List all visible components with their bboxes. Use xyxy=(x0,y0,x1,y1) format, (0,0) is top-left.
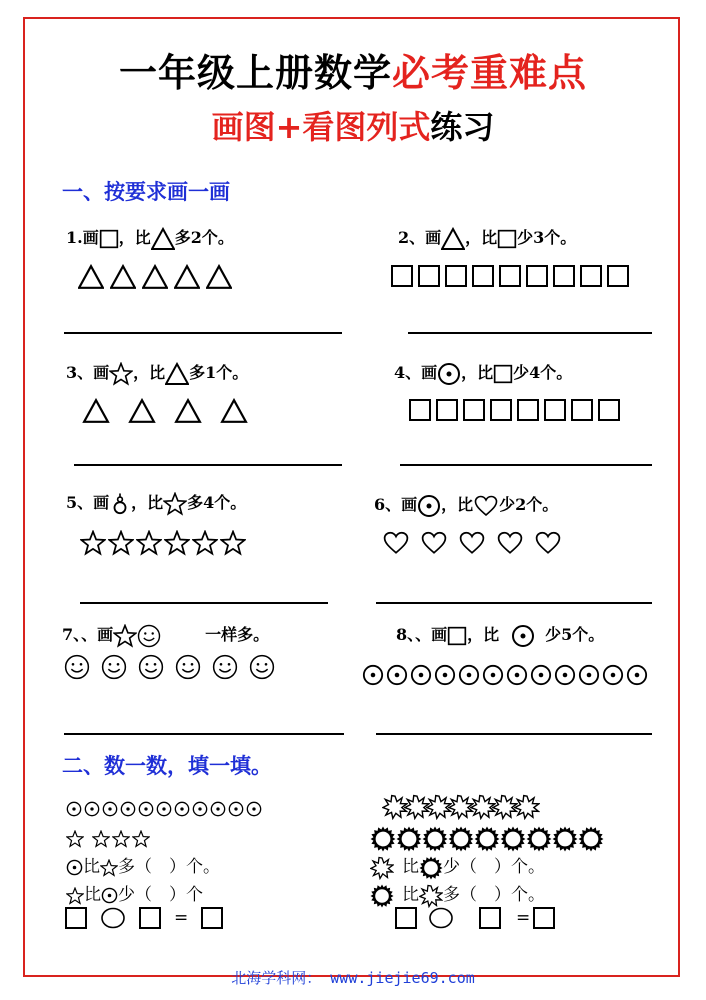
question-6 xyxy=(374,492,558,518)
heart-icon xyxy=(420,530,448,556)
answer-line-2[interactable] xyxy=(408,332,652,334)
question-4-num: 4、画 xyxy=(394,363,438,382)
question-1-mid: ，比 xyxy=(118,228,151,247)
question-6-shapes xyxy=(382,530,568,556)
question-6-mid: ，比 xyxy=(441,495,474,514)
square-icon xyxy=(497,229,517,249)
page-subtitle xyxy=(0,102,706,148)
square-icon xyxy=(597,398,621,422)
square-icon xyxy=(543,398,567,422)
burst-icon xyxy=(514,794,540,820)
square-icon xyxy=(408,398,432,422)
square-icon xyxy=(417,264,441,288)
footer-url[interactable]: 北海学科网： www.jiejie69.com xyxy=(231,969,475,987)
subtitle-black: 练习 xyxy=(430,108,495,146)
sun-icon xyxy=(500,826,526,852)
answer-line-7[interactable] xyxy=(64,733,344,735)
square-icon xyxy=(462,398,486,422)
left-fill-line-3-a: 比 xyxy=(83,857,100,877)
subtitle-red: 画图+看图列式 xyxy=(211,108,431,146)
star-icon xyxy=(220,530,246,556)
star-icon xyxy=(109,362,133,386)
triangle-icon xyxy=(110,264,136,290)
gourd-icon xyxy=(109,491,131,517)
burst-icon xyxy=(419,884,443,908)
question-4-tail: 少4个。 xyxy=(513,363,573,382)
star-icon xyxy=(108,530,134,556)
star-icon xyxy=(100,859,118,877)
question-4-mid: ，比 xyxy=(461,363,494,382)
square-icon xyxy=(525,264,549,288)
right-fill-line-4 xyxy=(370,880,545,908)
left-equation-row[interactable] xyxy=(64,906,230,930)
star-icon xyxy=(66,830,84,848)
sun-icon xyxy=(419,856,443,880)
square-icon xyxy=(552,264,576,288)
question-4 xyxy=(394,360,572,386)
question-2-shapes xyxy=(390,264,633,288)
triangle-icon xyxy=(220,398,248,424)
dotted-circle-icon xyxy=(554,664,576,686)
answer-box[interactable] xyxy=(532,906,556,930)
square-icon xyxy=(447,626,467,646)
oval-box[interactable] xyxy=(100,906,126,930)
square-icon xyxy=(570,398,594,422)
sun-icon xyxy=(422,826,448,852)
square-icon xyxy=(493,364,513,384)
question-2-tail: 少3个。 xyxy=(517,228,577,247)
right-fill-line-3 xyxy=(370,852,545,880)
section-2-heading: 二、数一数，填一填。 xyxy=(62,753,272,778)
right-fill-line-4-a: 比 xyxy=(402,885,419,905)
question-4-shapes xyxy=(408,398,627,422)
square-box[interactable] xyxy=(394,906,418,930)
right-fill-line-3-a: 比 xyxy=(402,857,419,877)
dotted-circle-icon xyxy=(84,801,100,817)
question-3-num: 3、画 xyxy=(66,363,110,382)
triangle-icon xyxy=(142,264,168,290)
question-2-num: 2、画 xyxy=(398,228,442,247)
question-8-tail: 少5个。 xyxy=(545,625,605,644)
question-1-num: 1.画 xyxy=(66,228,99,247)
star-icon xyxy=(163,492,187,516)
star-icon xyxy=(164,530,190,556)
dotted-circle-icon xyxy=(506,664,528,686)
title-red: 必考重难点 xyxy=(392,51,588,95)
question-3-shapes xyxy=(82,398,254,424)
star-icon xyxy=(136,530,162,556)
dotted-circle-icon xyxy=(458,664,480,686)
smiley-icon xyxy=(64,654,90,680)
square-icon xyxy=(99,229,119,249)
right-bursts-row xyxy=(382,794,546,820)
left-dotted-circles-row xyxy=(66,798,268,817)
star-icon xyxy=(80,530,106,556)
sun-icon xyxy=(396,826,422,852)
dotted-circle-icon xyxy=(156,801,172,817)
dotted-circle-icon xyxy=(228,801,244,817)
title-black: 一年级上册数学 xyxy=(118,51,392,95)
answer-line-6[interactable] xyxy=(376,602,652,604)
dotted-circle-icon xyxy=(417,494,441,518)
sun-icon xyxy=(474,826,500,852)
sun-icon xyxy=(370,826,396,852)
triangle-icon xyxy=(151,227,175,251)
triangle-icon xyxy=(165,362,189,386)
triangle-icon xyxy=(78,264,104,290)
right-suns-row xyxy=(370,826,610,852)
square-icon xyxy=(579,264,603,288)
dotted-circle-icon xyxy=(101,887,118,904)
star-icon xyxy=(113,624,137,648)
answer-line-3[interactable] xyxy=(74,464,342,466)
square-box[interactable] xyxy=(478,906,502,930)
dotted-circle-icon xyxy=(434,664,456,686)
question-3-tail: 多1个。 xyxy=(189,363,249,382)
star-icon xyxy=(192,530,218,556)
question-8-mid: ，比 xyxy=(467,625,500,644)
oval-box[interactable] xyxy=(428,906,454,930)
sun-icon xyxy=(526,826,552,852)
question-5-tail: 多4个。 xyxy=(187,493,247,512)
dotted-circle-icon xyxy=(246,801,262,817)
smiley-icon xyxy=(137,624,161,648)
question-7-shapes xyxy=(64,654,281,680)
question-7 xyxy=(62,622,269,648)
section-1-heading: 一、按要求画一画 xyxy=(62,179,230,204)
smiley-icon xyxy=(101,654,127,680)
heart-icon xyxy=(382,530,410,556)
dotted-circle-icon xyxy=(102,801,118,817)
left-fill-line-4-a: 比 xyxy=(84,885,101,905)
triangle-icon xyxy=(206,264,232,290)
left-fill-line-3 xyxy=(66,852,220,877)
square-box[interactable] xyxy=(64,906,88,930)
question-2-mid: ，比 xyxy=(465,228,498,247)
question-7-tail: 一样多。 xyxy=(205,625,270,644)
square-icon xyxy=(435,398,459,422)
star-icon xyxy=(112,830,130,848)
triangle-icon xyxy=(128,398,156,424)
right-fill-line-4-b: 多（ ）个。 xyxy=(443,885,545,905)
answer-line-5[interactable] xyxy=(80,602,328,604)
heart-icon xyxy=(458,530,486,556)
square-icon xyxy=(606,264,630,288)
sun-icon xyxy=(552,826,578,852)
heart-icon xyxy=(534,530,562,556)
triangle-icon xyxy=(82,398,110,424)
question-6-tail: 少2个。 xyxy=(499,495,559,514)
square-icon xyxy=(516,398,540,422)
equals-sign: = xyxy=(516,908,531,928)
dotted-circle-icon xyxy=(410,664,432,686)
smiley-icon xyxy=(249,654,275,680)
square-icon xyxy=(471,264,495,288)
dotted-circle-icon xyxy=(530,664,552,686)
sun-icon xyxy=(578,826,604,852)
dotted-circle-icon xyxy=(386,664,408,686)
square-icon xyxy=(390,264,414,288)
question-1 xyxy=(66,225,234,251)
dotted-circle-icon xyxy=(437,362,461,386)
left-fill-line-3-b: 多（ ）个。 xyxy=(118,857,220,877)
triangle-icon xyxy=(174,398,202,424)
question-2 xyxy=(398,225,576,251)
question-8-shapes xyxy=(362,664,654,686)
question-5-mid: ，比 xyxy=(131,493,164,512)
dotted-circle-icon xyxy=(120,801,136,817)
dotted-circle-icon xyxy=(482,664,504,686)
question-1-shapes xyxy=(78,264,238,290)
dotted-circle-icon xyxy=(511,624,535,648)
right-fill-line-3-b: 少（ ）个。 xyxy=(443,857,545,877)
answer-line-1[interactable] xyxy=(64,332,342,334)
smiley-icon xyxy=(175,654,201,680)
square-icon xyxy=(444,264,468,288)
dotted-circle-icon xyxy=(192,801,208,817)
smiley-icon xyxy=(212,654,238,680)
equals-sign: = xyxy=(174,908,189,928)
dotted-circle-icon xyxy=(210,801,226,817)
square-icon xyxy=(489,398,513,422)
dotted-circle-icon xyxy=(66,859,83,876)
question-7-num: 7、、画 xyxy=(62,625,114,644)
heart-icon xyxy=(496,530,524,556)
star-icon xyxy=(92,830,110,848)
smiley-icon xyxy=(138,654,164,680)
dotted-circle-icon xyxy=(362,664,384,686)
dotted-circle-icon xyxy=(66,801,82,817)
star-icon xyxy=(66,887,84,905)
question-5-num: 5、画 xyxy=(66,493,110,512)
question-6-num: 6、画 xyxy=(374,495,418,514)
question-3 xyxy=(66,360,248,386)
dotted-circle-icon xyxy=(174,801,190,817)
triangle-icon xyxy=(174,264,200,290)
answer-box[interactable] xyxy=(200,906,224,930)
question-8 xyxy=(396,622,604,648)
question-3-mid: ，比 xyxy=(133,363,166,382)
burst-icon xyxy=(370,856,394,880)
right-equation-row[interactable] xyxy=(394,906,562,930)
page-title xyxy=(0,42,706,97)
left-stars-row xyxy=(66,828,156,848)
question-5-shapes xyxy=(80,530,252,556)
heart-icon xyxy=(473,494,499,518)
left-fill-line-4 xyxy=(66,880,203,905)
answer-line-8[interactable] xyxy=(376,733,652,735)
dotted-circle-icon xyxy=(578,664,600,686)
dotted-circle-icon xyxy=(138,801,154,817)
question-5 xyxy=(66,490,246,517)
sun-icon xyxy=(370,884,394,908)
star-icon xyxy=(132,830,150,848)
square-box[interactable] xyxy=(138,906,162,930)
triangle-icon xyxy=(441,227,465,251)
dotted-circle-icon xyxy=(602,664,624,686)
answer-line-4[interactable] xyxy=(400,464,652,466)
square-icon xyxy=(498,264,522,288)
question-8-num: 8、、画 xyxy=(396,625,448,644)
left-fill-line-4-b: 少（ ）个 xyxy=(118,885,203,905)
question-1-tail: 多2个。 xyxy=(174,228,234,247)
dotted-circle-icon xyxy=(626,664,648,686)
sun-icon xyxy=(448,826,474,852)
